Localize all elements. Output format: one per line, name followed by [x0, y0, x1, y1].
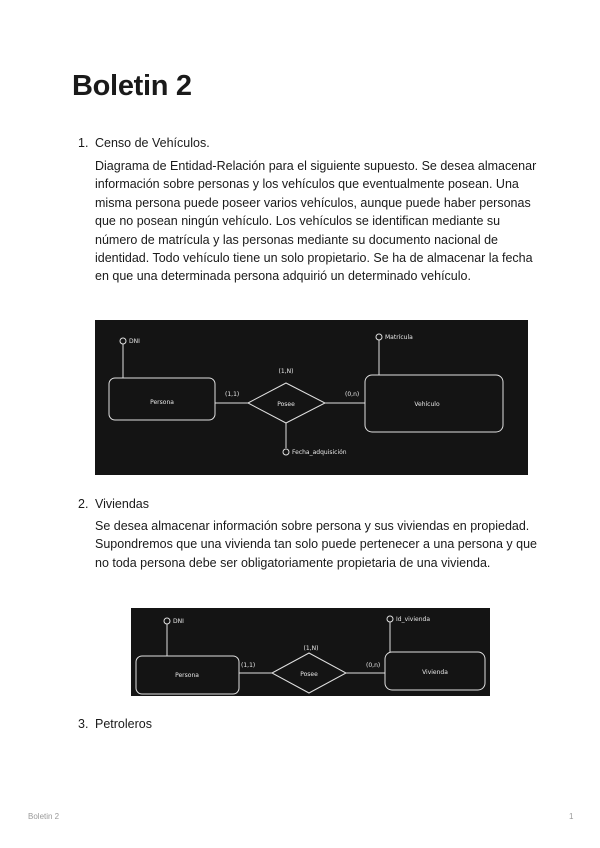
entity-label-persona-2: Persona [175, 672, 199, 679]
footer-page-number: 1 [569, 812, 574, 821]
attr-label-id-vivienda: Id_vivienda [396, 616, 430, 623]
attr-circle-fecha [283, 449, 289, 455]
er-diagram-vehiculos [95, 320, 528, 475]
item-2-number: 2. [78, 497, 89, 511]
entity-label-persona: Persona [150, 399, 174, 406]
attr-circle-id-vivienda [387, 616, 393, 622]
item-3-title: Petroleros [95, 717, 152, 731]
attr-circle-dni [120, 338, 126, 344]
item-1-title: Censo de Vehículos. [95, 136, 210, 150]
card-left-2: (1,1) [241, 662, 256, 669]
attr-label-fecha: Fecha_adquisición [292, 449, 347, 456]
entity-label-vivienda: Vivienda [422, 669, 448, 676]
item-1-number: 1. [78, 136, 89, 150]
footer-doc-title: Boletin 2 [28, 812, 60, 821]
attr-label-dni: DNI [129, 338, 140, 345]
attr-label-matricula: Matrícula [385, 334, 413, 341]
attr-label-dni-2: DNI [173, 618, 184, 625]
item-2-paragraph: Se desea almacenar información sobre persona y sus viviendas en propiedad. Supondremos que una vivienda tan solo puede pertenecer a una persona y que no toda persona debe ser obligatoriamente propietaria de una vivienda. [95, 519, 537, 570]
attr-circle-dni-2 [164, 618, 170, 624]
relation-label-posee: Posee [277, 401, 295, 408]
card-right: (0,n) [345, 391, 360, 398]
card-right-2: (0,n) [366, 662, 381, 669]
card-relation: (1,N) [278, 368, 294, 375]
item-3-number: 3. [78, 717, 89, 731]
document-title: Boletin 2 [72, 70, 192, 102]
card-left: (1,1) [225, 391, 240, 398]
er-diagram-viviendas [131, 608, 490, 696]
attr-circle-matricula [376, 334, 382, 340]
er-diagram-viviendas-svg [131, 608, 490, 696]
card-relation-2: (1,N) [303, 645, 319, 652]
er-diagram-vehiculos-svg [95, 320, 528, 475]
relation-label-posee-2: Posee [300, 671, 318, 678]
entity-label-vehiculo: Vehículo [414, 401, 440, 408]
item-1-paragraph: Diagrama de Entidad-Relación para el siguiente supuesto. Se desea almacenar información sobre personas y los vehículos que eventualmente posean. Una misma persona puede poseer varios vehículos, aunque puede haber personas que no posean ningún vehículo. Los vehículos se identifican mediante su número de matrícula y las personas mediante su documento nacional de identidad. Todo vehículo tiene un solo propietario. Se ha de almacenar la fecha en que una determinada persona adquirió un determinado vehículo. [95, 159, 537, 284]
item-2-title: Viviendas [95, 497, 149, 511]
